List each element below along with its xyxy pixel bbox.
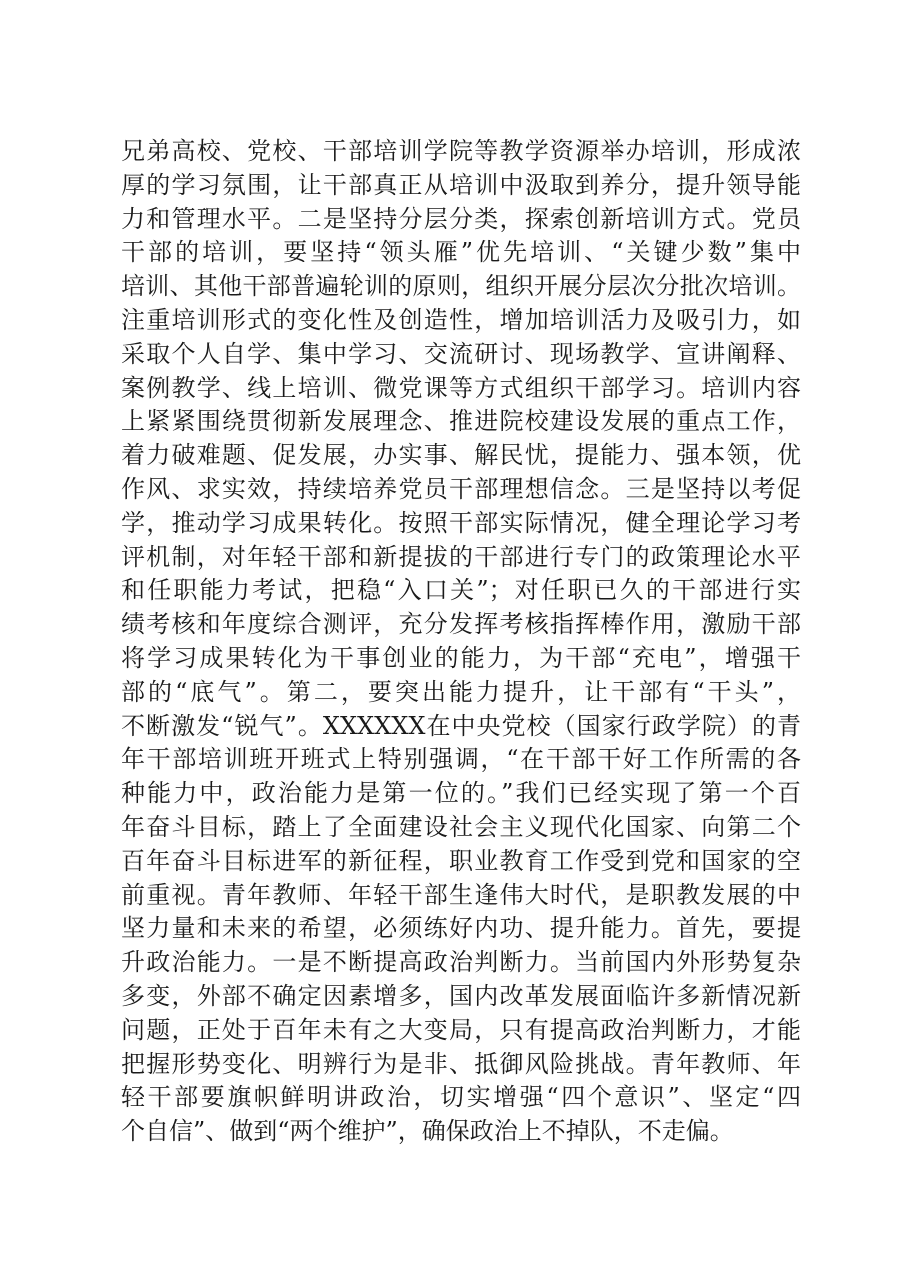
text-line: 培训、其他干部普遍轮训的原则，组织开展分层次分批次培训。 [121, 272, 801, 301]
text-line: 上紧紧围绕贯彻新发展理念、推进院校建设发展的重点工作， [121, 407, 801, 436]
text-line: 案例教学、线上培训、微党课等方式组织干部学习。培训内容 [121, 373, 801, 402]
text-line: 采取个人自学、集中学习、交流研讨、现场教学、宣讲阐释、 [121, 339, 801, 368]
text-line: 不断激发“锐气”。XXXXXX在中央党校（国家行政学院）的青 [121, 711, 801, 740]
text-line: 升政治能力。一是不断提高政治判断力。当前国内外形势复杂 [121, 948, 801, 977]
text-line: 问题，正处于百年未有之大变局，只有提高政治判断力，才能 [121, 1015, 801, 1044]
text-line: 将学习成果转化为干事创业的能力，为干部“充电”，增强干 [121, 643, 801, 672]
text-line: 轻干部要旗帜鲜明讲政治，切实增强“四个意识”、坚定“四 [121, 1083, 801, 1112]
text-line: 把握形势变化、明辨行为是非、抵御风险挑战。青年教师、年 [121, 1049, 801, 1078]
text-line: 着力破难题、促发展，办实事、解民忧，提能力、强本领，优 [121, 441, 801, 470]
text-line: 年奋斗目标，踏上了全面建设社会主义现代化国家、向第二个 [121, 812, 801, 841]
text-line: 作风、求实效，持续培养党员干部理想信念。三是坚持以考促 [121, 474, 801, 503]
text-line: 坚力量和未来的希望，必须练好内功、提升能力。首先，要提 [121, 914, 801, 943]
text-line: 部的“底气”。第二，要突出能力提升，让干部有“干头”， [121, 677, 801, 706]
text-line: 厚的学习氛围，让干部真正从培训中汲取到养分，提升领导能 [121, 170, 801, 199]
text-line: 个自信”、做到“两个维护”，确保政治上不掉队，不走偏。 [121, 1117, 734, 1146]
text-line: 种能力中，政治能力是第一位的。”我们已经实现了第一个百 [121, 779, 801, 808]
text-line: 注重培训形式的变化性及创造性，增加培训活力及吸引力，如 [121, 305, 801, 334]
text-line: 年干部培训班开班式上特别强调，“在干部干好工作所需的各 [121, 745, 801, 774]
text-line: 前重视。青年教师、年轻干部生逢伟大时代，是职教发展的中 [121, 880, 801, 909]
body-paragraph [121, 135, 801, 1149]
text-line: 力和管理水平。二是坚持分层分类，探索创新培训方式。党员 [121, 204, 801, 233]
text-line: 评机制，对年轻干部和新提拔的干部进行专门的政策理论水平 [121, 542, 801, 571]
text-line: 兄弟高校、党校、干部培训学院等教学资源举办培训，形成浓 [121, 137, 801, 165]
text-line: 学，推动学习成果转化。按照干部实际情况，健全理论学习考 [121, 508, 801, 537]
text-line: 百年奋斗目标进军的新征程，职业教育工作受到党和国家的空 [121, 846, 801, 875]
text-line: 干部的培训，要坚持“领头雁”优先培训、“关键少数”集中 [121, 238, 801, 267]
text-line: 多变，外部不确定因素增多，国内改革发展面临许多新情况新 [121, 981, 801, 1010]
text-line: 绩考核和年度综合测评，充分发挥考核指挥棒作用，激励干部 [121, 610, 801, 639]
text-line: 和任职能力考试，把稳“入口关”；对任职已久的干部进行实 [121, 576, 801, 605]
